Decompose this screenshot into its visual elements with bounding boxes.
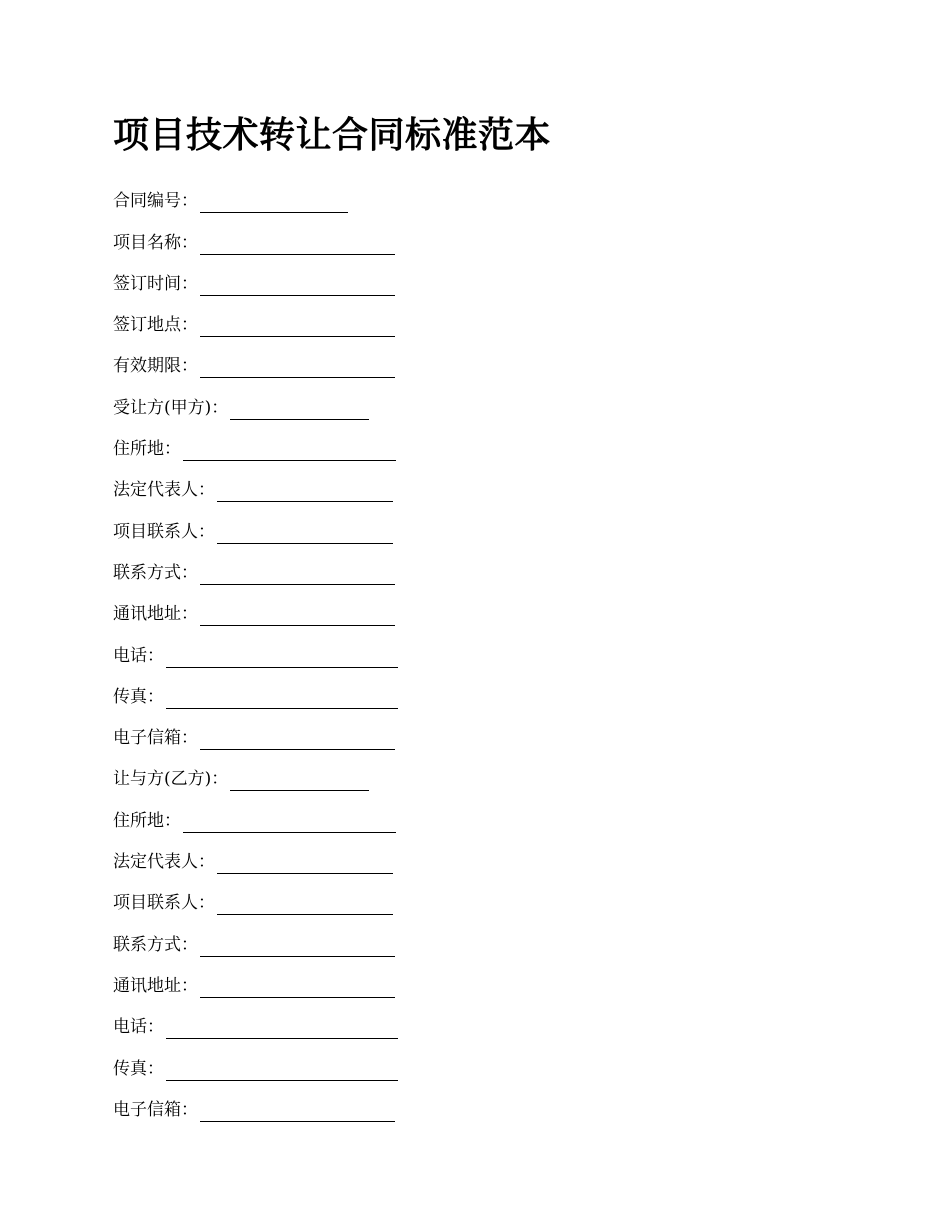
fill-in-blank[interactable] xyxy=(200,980,395,998)
field-label: 联系方式： xyxy=(113,934,198,955)
field-party-b-contact-method xyxy=(113,921,413,962)
field-party-b-mailing-address xyxy=(113,963,413,1004)
fill-in-blank[interactable] xyxy=(183,815,396,833)
field-validity-period xyxy=(113,343,413,384)
field-label: 项目名称： xyxy=(113,232,198,253)
field-label: 法定代表人： xyxy=(113,852,215,873)
field-label: 传真： xyxy=(113,686,164,707)
fill-in-blank[interactable] xyxy=(230,773,369,791)
field-label: 法定代表人： xyxy=(113,480,215,501)
field-label: 项目联系人： xyxy=(113,521,215,542)
contract-fields xyxy=(113,178,413,1128)
field-label: 有效期限： xyxy=(113,356,198,377)
field-label: 联系方式： xyxy=(113,562,198,583)
field-party-b-phone xyxy=(113,1004,413,1045)
field-party-a xyxy=(113,384,413,425)
fill-in-blank[interactable] xyxy=(200,237,395,255)
field-party-a-contact-method xyxy=(113,550,413,591)
field-party-b-legal-rep xyxy=(113,839,413,880)
fill-in-blank[interactable] xyxy=(200,278,395,296)
field-label: 通讯地址： xyxy=(113,604,198,625)
field-party-a-email xyxy=(113,715,413,756)
field-contract-number xyxy=(113,178,413,219)
field-label: 签订时间： xyxy=(113,273,198,294)
fill-in-blank[interactable] xyxy=(200,608,395,626)
fill-in-blank[interactable] xyxy=(217,897,393,915)
field-label: 住所地： xyxy=(113,810,181,831)
fill-in-blank[interactable] xyxy=(230,402,369,420)
field-label: 通讯地址： xyxy=(113,975,198,996)
fill-in-blank[interactable] xyxy=(217,856,393,874)
fill-in-blank[interactable] xyxy=(166,1021,398,1039)
field-signing-time xyxy=(113,261,413,302)
field-party-b-contact xyxy=(113,880,413,921)
fill-in-blank[interactable] xyxy=(217,484,393,502)
field-party-b-email xyxy=(113,1087,413,1128)
fill-in-blank[interactable] xyxy=(200,939,395,957)
field-project-name xyxy=(113,219,413,260)
field-label: 电子信箱： xyxy=(113,1099,198,1120)
field-signing-place xyxy=(113,302,413,343)
fill-in-blank[interactable] xyxy=(200,732,395,750)
field-label: 项目联系人： xyxy=(113,893,215,914)
fill-in-blank[interactable] xyxy=(200,1104,395,1122)
field-party-b xyxy=(113,756,413,797)
field-party-a-phone xyxy=(113,632,413,673)
field-party-a-contact xyxy=(113,508,413,549)
field-label: 电子信箱： xyxy=(113,728,198,749)
field-party-b-address xyxy=(113,797,413,838)
fill-in-blank[interactable] xyxy=(200,360,395,378)
fill-in-blank[interactable] xyxy=(200,195,348,213)
field-party-a-mailing-address xyxy=(113,591,413,632)
field-label: 住所地： xyxy=(113,439,181,460)
field-label: 让与方(乙方)： xyxy=(113,769,229,790)
field-party-a-address xyxy=(113,426,413,467)
fill-in-blank[interactable] xyxy=(166,1063,398,1081)
field-label: 受让方(甲方)： xyxy=(113,397,229,418)
fill-in-blank[interactable] xyxy=(217,526,393,544)
fill-in-blank[interactable] xyxy=(166,691,398,709)
fill-in-blank[interactable] xyxy=(200,319,395,337)
field-party-a-legal-rep xyxy=(113,467,413,508)
field-party-a-fax xyxy=(113,674,413,715)
field-label: 合同编号： xyxy=(113,191,198,212)
field-label: 电话： xyxy=(113,645,164,666)
document-title: 项目技术转让合同标准范本 xyxy=(113,115,552,156)
fill-in-blank[interactable] xyxy=(166,650,398,668)
fill-in-blank[interactable] xyxy=(200,567,395,585)
field-label: 传真： xyxy=(113,1058,164,1079)
field-label: 电话： xyxy=(113,1017,164,1038)
field-label: 签订地点： xyxy=(113,315,198,336)
field-party-b-fax xyxy=(113,1045,413,1086)
fill-in-blank[interactable] xyxy=(183,443,396,461)
